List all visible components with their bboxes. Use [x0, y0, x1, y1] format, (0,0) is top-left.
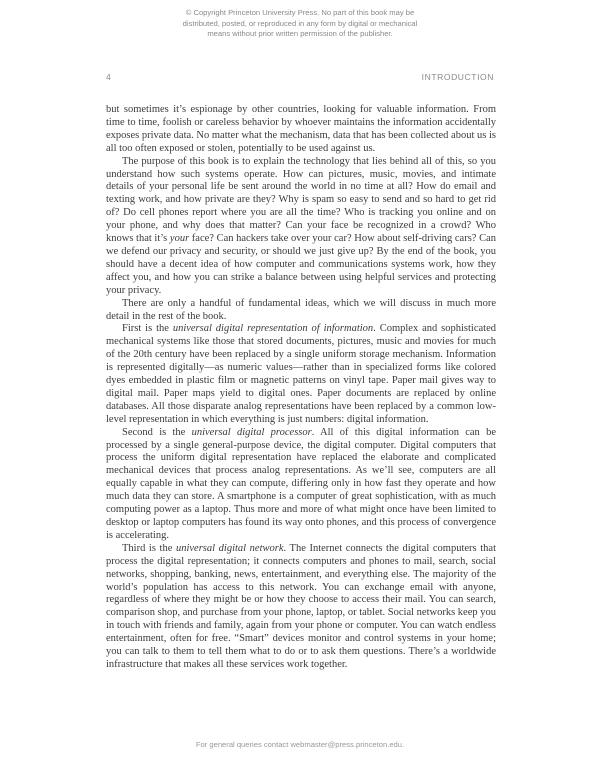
text-run: Third is the	[122, 542, 176, 554]
footer-contact-text: For general queries contact webmaster@press.princeton.edu.	[195, 740, 405, 749]
text-run: . Complex and sophisticated mechanical systems like those that stored documents, pictures, music and movies for much of the 20th century have been replaced by a single uniform storage mechanism. Information is represented digitally—as numeric values—rather than in specialized forms like colored dyes embedded in plastic film or magnetic patterns on vinyl tape. Paper mail gives way to digital mail. Paper maps yield to digital ones. Paper documents are replaced by online databases. All those disparate analog representations have been replaced by a common low-level representation in which everything is just numbers: digital information.	[106, 323, 497, 425]
paragraph	[106, 543, 496, 672]
page-number: 4	[106, 72, 112, 82]
text-run: . The Internet connects the digital computers that process the digital representation; it connects computers and phones to mail, search, social networks, shopping, banking, news, entertainment, and everything else. The majority of the world’s population has access to this network. You can exchange email with anyone, regardless of where they might be or how they choose to access their mail. You can search, comparison shop, and purchase from your phone, laptop, or tablet. Social networks keep you in touch with friends and family, again from your phone or computer. You can watch endless entertainment, often for free. “Smart” devices monitor and control systems in your home; you can talk to them to tell them what to do or to ask them questions. There’s a worldwide infrastructure that makes all these services work together.	[106, 542, 496, 670]
paragraph	[106, 156, 496, 298]
running-header	[106, 72, 494, 82]
text-run: Second is the	[122, 426, 192, 438]
text-run: First is the	[122, 323, 173, 335]
text-run: The purpose of this book is to explain the technology that lies behind all of this, so you understand how such systems operate. How can pictures, music, movies, and intimate details of your personal life be sent around the world in no time at all? How do email and texting work, and how private are they? Why is spam so easy to send and so hard to get rid of? Do cell phones report where you are all the time? Who is tracking you online and on your phone, and why does that matter? Can your face be recognized in a crowd? Who knows that it’s	[106, 155, 496, 245]
copyright-notice	[0, 8, 600, 40]
text-run: . All of this digital information can be processed by a single general-purpose device, the digital computer. Digital computers that process the uniform digital representation have replaced the elaborate and complicated mechanical devices that process analog representations. As we’ll see, computers are all equally capable in what they can compute, differing only in how fast they operate and how much data they can store. A smartphone is a computer of great sophistication, with as much computing power as a laptop. Thus more and more of what might once have been limited to desktop or laptop computers has found its way onto phones, and this process of convergence is accelerating.	[106, 426, 496, 541]
paragraph	[106, 427, 496, 543]
paragraph	[106, 323, 496, 426]
copyright-text: © Copyright Princeton University Press. No part of this book may be distributed, posted, or reproduced in any form by digital or mechanical means without prior written permission of the publisher.	[182, 8, 418, 39]
paragraph	[106, 298, 496, 324]
text-run: but sometimes it’s espionage by other countries, looking for valuable information. From time to time, foolish or careless behavior by whoever maintains the information accidentally exposes private data. No matter what the mechanism, data that has been collected about us is all too often exposed or stolen, potentially to be used against us.	[106, 104, 496, 154]
italic-text: universal digital processor	[191, 426, 312, 438]
italic-text: your	[169, 233, 190, 245]
text-run: There are only a handful of fundamental ideas, which we will discuss in much more detail in the rest of the book.	[106, 297, 496, 322]
italic-text: universal digital representation of information	[172, 323, 374, 335]
running-head: INTRODUCTION	[421, 72, 494, 82]
body-text	[106, 104, 496, 672]
text-run: face? Can hackers take over your car? How about self-driving cars? Can we defend our privacy and security, or should we just give up? By the end of the book, you should have a decent idea of how computer and communications systems work, how they affect you, and how you can strike a balance between using helpful services and protecting your privacy.	[106, 233, 496, 296]
paragraph	[106, 104, 496, 156]
italic-text: universal digital network	[175, 542, 284, 554]
